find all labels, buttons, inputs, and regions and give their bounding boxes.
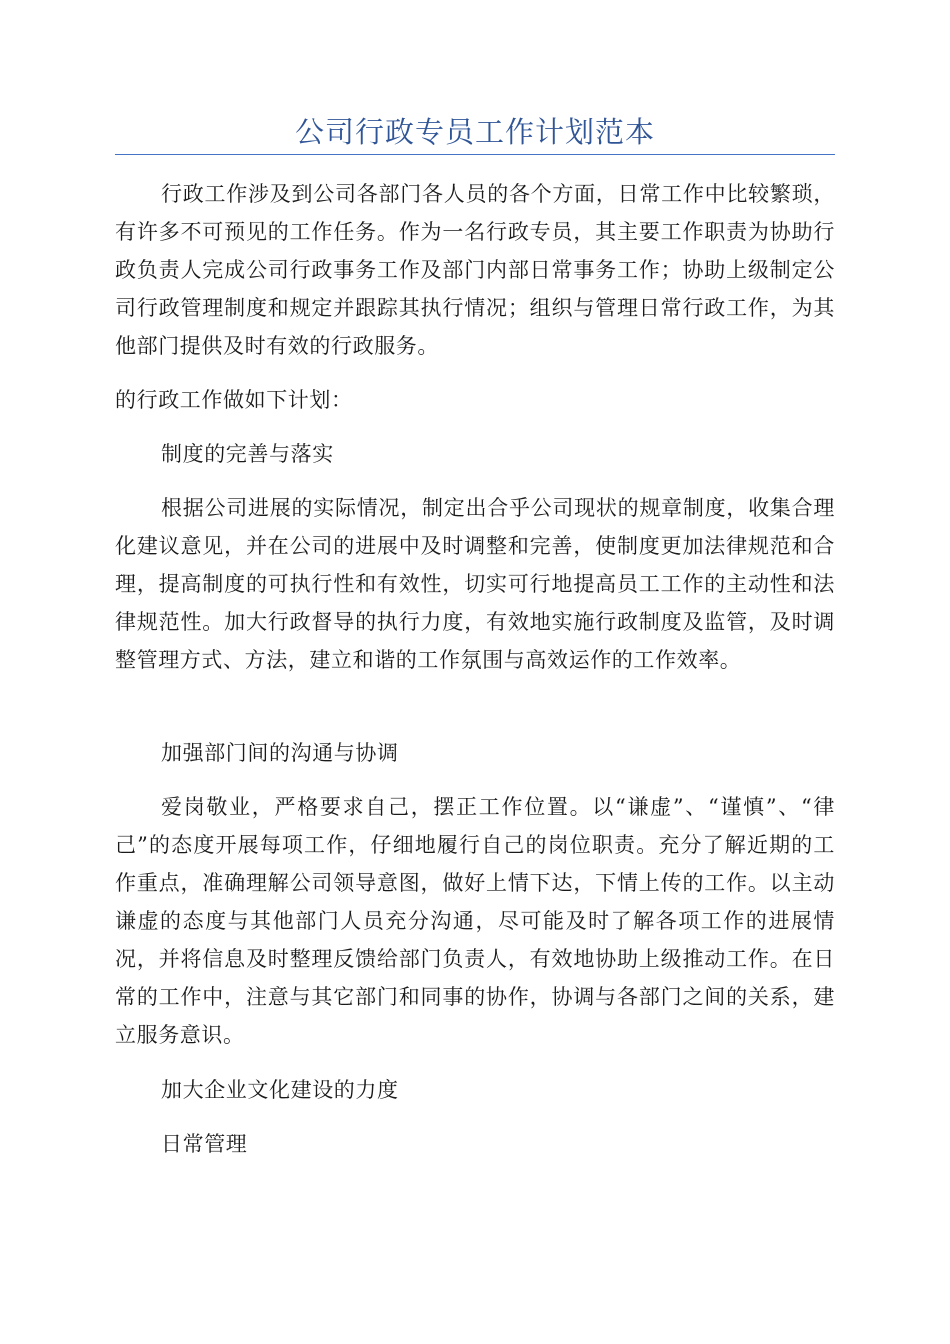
section-heading-culture: 加大企业文化建设的力度 xyxy=(161,1078,399,1102)
section-heading-daily-management: 日常管理 xyxy=(161,1132,248,1156)
section-body-system: 根据公司进展的实际情况，制定出合乎公司现状的规章制度，收集合理化建议意见，并在公司的进展中及时调整和完善，使制度更加法律规范和合理，提高制度的可执行性和有效性，切实可行地提高员工工作的主动性和法律规范性。加大行政督导的执行力度，有效地实施行政制度及监管，及时调整管理方式、方法，建立和谐的工作氛围与高效运作的工作效率。 xyxy=(115,496,835,672)
section-heading-system: 制度的完善与落实 xyxy=(161,442,334,466)
document-title: 公司行政专员工作计划范本 xyxy=(294,115,655,149)
section-body-communication: 爱岗敬业，严格要求自己，摆正工作位置。以“谦虚”、“谨慎”、“律己”的态度开展每项工作，仔细地履行自己的岗位职责。充分了解近期的工作重点，准确理解公司领导意图，做好上情下达，下情上传的工作。以主动谦虚的态度与其他部门人员充分沟通，尽可能及时了解各项工作的进展情况，并将信息及时整理反馈给部门负责人，有效地协助上级推动工作。在日常的工作中，注意与其它部门和同事的协作，协调与各部门之间的关系，建立服务意识。 xyxy=(115,795,835,1047)
intro-paragraph: 行政工作涉及到公司各部门各人员的各个方面，日常工作中比较繁琐，有许多不可预见的工作任务。作为一名行政专员，其主要工作职责为协助行政负责人完成公司行政事务工作及部门内部日常事务工作；协助上级制定公司行政管理制度和规定并跟踪其执行情况；组织与管理日常行政工作，为其他部门提供及时有效的行政服务。 xyxy=(115,182,835,358)
section-heading-communication: 加强部门间的沟通与协调 xyxy=(161,741,399,765)
lead-in-paragraph: 的行政工作做如下计划： xyxy=(115,388,353,412)
title-underline xyxy=(115,154,835,155)
